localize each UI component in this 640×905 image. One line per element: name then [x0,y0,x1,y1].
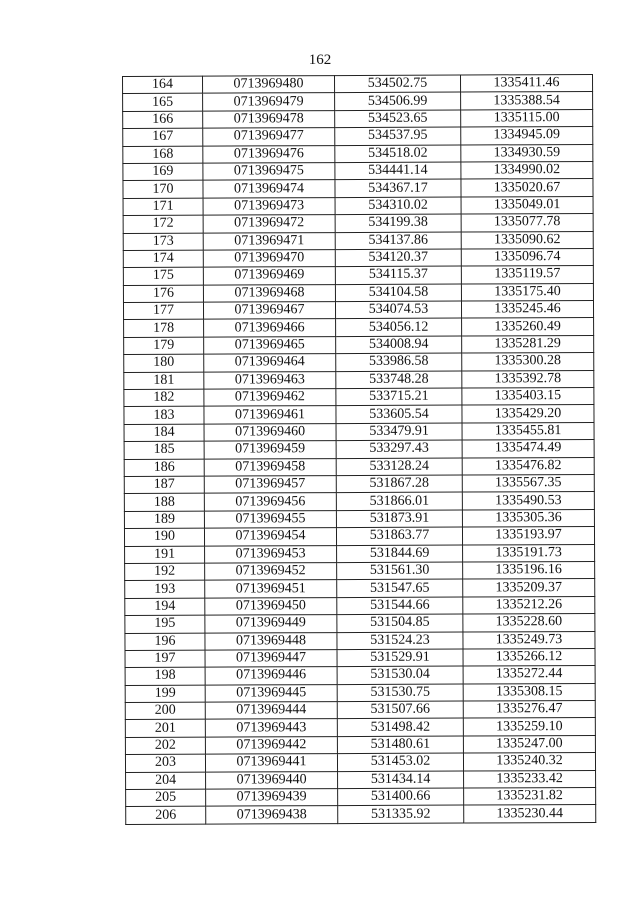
row-index-cell: 196 [125,633,205,651]
row-index-cell: 204 [126,772,206,790]
row-index-cell: 191 [125,546,205,564]
table-row [126,787,596,806]
point-code-cell: 0713969446 [205,667,337,685]
point-code-cell: 0713969452 [205,563,337,581]
y-coordinate-cell: 1334930.59 [461,144,593,162]
x-coordinate-cell: 533605.54 [336,405,462,423]
point-code-cell: 0713969456 [204,493,336,511]
x-coordinate-cell: 534518.02 [335,145,461,163]
row-index-cell: 194 [125,598,205,616]
x-coordinate-cell: 534056.12 [336,318,462,336]
x-coordinate-cell: 531867.28 [336,475,462,493]
point-code-cell: 0713969467 [203,302,335,320]
y-coordinate-cell: 1335233.42 [464,770,596,788]
y-coordinate-cell: 1335077.78 [461,214,593,232]
row-index-cell: 177 [123,302,203,320]
point-code-cell: 0713969440 [206,771,338,789]
point-code-cell: 0713969478 [203,110,335,128]
y-coordinate-cell: 1335260.49 [462,318,594,336]
point-code-cell: 0713969449 [205,615,337,633]
table-row [125,701,595,720]
table-row [123,179,593,198]
point-code-cell: 0713969470 [203,249,335,267]
table-row [125,614,595,633]
table-row [125,631,595,650]
row-index-cell: 181 [124,372,204,390]
table-row [123,301,593,320]
point-code-cell: 0713969459 [204,441,336,459]
table-row [124,527,594,546]
row-index-cell: 182 [124,389,204,407]
y-coordinate-cell: 1335403.15 [462,387,594,405]
row-index-cell: 200 [125,702,205,720]
x-coordinate-cell: 533715.21 [336,388,462,406]
x-coordinate-cell: 533297.43 [336,440,462,458]
point-code-cell: 0713969479 [203,93,335,111]
row-index-cell: 184 [124,424,204,442]
y-coordinate-cell: 1335272.44 [463,666,595,684]
point-code-cell: 0713969457 [204,476,336,494]
row-index-cell: 193 [125,580,205,598]
x-coordinate-cell: 531530.04 [337,666,463,684]
row-index-cell: 175 [123,267,203,285]
y-coordinate-cell: 1335266.12 [463,648,595,666]
row-index-cell: 174 [123,250,203,268]
x-coordinate-cell: 531507.66 [337,701,463,719]
y-coordinate-cell: 1335193.97 [462,527,594,545]
y-coordinate-cell: 1335230.44 [464,805,596,823]
row-index-cell: 190 [124,528,204,546]
y-coordinate-cell: 1335388.54 [461,92,593,110]
x-coordinate-cell: 531335.92 [338,805,464,823]
table-row [125,753,595,772]
table-row [123,231,593,250]
x-coordinate-cell: 531400.66 [338,788,464,806]
y-coordinate-cell: 1335020.67 [461,179,593,197]
row-index-cell: 199 [125,685,205,703]
table-row [123,248,593,267]
y-coordinate-cell: 1335476.82 [462,457,594,475]
table-row [125,544,595,563]
row-index-cell: 178 [124,320,204,338]
row-index-cell: 198 [125,667,205,685]
x-coordinate-cell: 531480.61 [337,736,463,754]
y-coordinate-cell: 1335245.46 [461,301,593,319]
x-coordinate-cell: 533128.24 [336,458,462,476]
row-index-cell: 168 [123,146,203,164]
y-coordinate-cell: 1335096.74 [461,248,593,266]
table-row [125,666,595,685]
row-index-cell: 183 [124,407,204,425]
table-row [125,648,595,667]
x-coordinate-cell: 534367.17 [335,179,461,197]
x-coordinate-cell: 531524.23 [337,632,463,650]
table-row [124,353,594,372]
point-code-cell: 0713969442 [205,736,337,754]
point-code-cell: 0713969441 [205,754,337,772]
point-code-cell: 0713969438 [206,806,338,824]
x-coordinate-cell: 531863.77 [336,527,462,545]
row-index-cell: 203 [125,754,205,772]
y-coordinate-cell: 1335281.29 [462,335,594,353]
y-coordinate-cell: 1335228.60 [463,614,595,632]
point-code-cell: 0713969472 [203,215,335,233]
x-coordinate-cell: 534104.58 [335,284,461,302]
row-index-cell: 185 [124,441,204,459]
y-coordinate-cell: 1335300.28 [462,353,594,371]
x-coordinate-cell: 534506.99 [335,92,461,110]
x-coordinate-cell: 531453.02 [337,753,463,771]
table-row [125,561,595,580]
y-coordinate-cell: 1335090.62 [461,231,593,249]
x-coordinate-cell: 533748.28 [336,371,462,389]
table-row [124,422,594,441]
table-row [125,683,595,702]
point-code-cell: 0713969450 [205,597,337,615]
row-index-cell: 170 [123,180,203,198]
y-coordinate-cell: 1335196.16 [463,561,595,579]
point-code-cell: 0713969455 [204,510,336,528]
y-coordinate-cell: 1335191.73 [463,544,595,562]
table-row [124,370,594,389]
point-code-cell: 0713969474 [203,180,335,198]
point-code-cell: 0713969451 [205,580,337,598]
x-coordinate-cell: 534523.65 [335,110,461,128]
table-row [123,144,593,163]
x-coordinate-cell: 534537.95 [335,127,461,145]
table-row [125,579,595,598]
point-code-cell: 0713969458 [204,458,336,476]
row-index-cell: 187 [124,476,204,494]
coordinates-table-body [123,74,596,824]
x-coordinate-cell: 533986.58 [336,353,462,371]
y-coordinate-cell: 1335392.78 [462,370,594,388]
table-row [125,596,595,615]
x-coordinate-cell: 534441.14 [335,162,461,180]
x-coordinate-cell: 531530.75 [337,684,463,702]
row-index-cell: 192 [125,563,205,581]
point-code-cell: 0713969448 [205,632,337,650]
y-coordinate-cell: 1335115.00 [461,109,593,127]
x-coordinate-cell: 531561.30 [337,562,463,580]
x-coordinate-cell: 534199.38 [335,214,461,232]
point-code-cell: 0713969477 [203,128,335,146]
point-code-cell: 0713969466 [204,319,336,337]
row-index-cell: 179 [124,337,204,355]
point-code-cell: 0713969443 [205,719,337,737]
row-index-cell: 189 [124,511,204,529]
table-row [123,161,593,180]
table-row [123,74,593,93]
table-row [126,770,596,789]
x-coordinate-cell: 534137.86 [335,232,461,250]
x-coordinate-cell: 531866.01 [336,492,462,510]
row-index-cell: 195 [125,615,205,633]
y-coordinate-cell: 1335455.81 [462,422,594,440]
point-code-cell: 0713969439 [206,789,338,807]
point-code-cell: 0713969469 [203,267,335,285]
table-row [124,474,594,493]
x-coordinate-cell: 531547.65 [337,579,463,597]
y-coordinate-cell: 1335308.15 [463,683,595,701]
row-index-cell: 202 [125,737,205,755]
table-row [123,196,593,215]
point-code-cell: 0713969465 [204,336,336,354]
table-row [123,214,593,233]
row-index-cell: 172 [123,215,203,233]
row-index-cell: 180 [124,354,204,372]
row-index-cell: 167 [123,128,203,146]
table-row [123,92,593,111]
y-coordinate-cell: 1335209.37 [463,579,595,597]
x-coordinate-cell: 534008.94 [336,336,462,354]
table-row [123,109,593,128]
x-coordinate-cell: 534120.37 [335,249,461,267]
y-coordinate-cell: 1335429.20 [462,405,594,423]
y-coordinate-cell: 1335212.26 [463,596,595,614]
y-coordinate-cell: 1335567.35 [462,474,594,492]
point-code-cell: 0713969480 [203,76,335,94]
table-row [124,405,594,424]
table-row [126,805,596,824]
x-coordinate-cell: 531504.85 [337,614,463,632]
table-row [123,266,593,285]
x-coordinate-cell: 531844.69 [337,545,463,563]
row-index-cell: 173 [123,233,203,251]
y-coordinate-cell: 1335247.00 [463,735,595,753]
row-index-cell: 166 [123,111,203,129]
y-coordinate-cell: 1335411.46 [460,74,592,92]
y-coordinate-cell: 1335259.10 [463,718,595,736]
x-coordinate-cell: 531498.42 [337,718,463,736]
coordinates-table [122,74,596,825]
y-coordinate-cell: 1335049.01 [461,196,593,214]
point-code-cell: 0713969461 [204,406,336,424]
row-index-cell: 205 [126,789,206,807]
table-row [124,492,594,511]
x-coordinate-cell: 534502.75 [335,75,461,93]
x-coordinate-cell: 531873.91 [336,510,462,528]
y-coordinate-cell: 1335119.57 [461,266,593,284]
row-index-cell: 176 [123,285,203,303]
x-coordinate-cell: 534115.37 [335,266,461,284]
row-index-cell: 201 [125,720,205,738]
x-coordinate-cell: 533479.91 [336,423,462,441]
y-coordinate-cell: 1335231.82 [464,787,596,805]
point-code-cell: 0713969476 [203,145,335,163]
y-coordinate-cell: 1335249.73 [463,631,595,649]
table-row [124,318,594,337]
row-index-cell: 165 [123,94,203,112]
table-row [123,127,593,146]
row-index-cell: 206 [126,807,206,825]
page-number: 162 [308,52,332,68]
y-coordinate-cell: 1335276.47 [463,701,595,719]
y-coordinate-cell: 1335305.36 [462,509,594,527]
x-coordinate-cell: 531529.91 [337,649,463,667]
point-code-cell: 0713969464 [204,354,336,372]
point-code-cell: 0713969468 [203,284,335,302]
row-index-cell: 197 [125,650,205,668]
point-code-cell: 0713969475 [203,163,335,181]
y-coordinate-cell: 1335474.49 [462,440,594,458]
point-code-cell: 0713969471 [203,232,335,250]
point-code-cell: 0713969454 [204,528,336,546]
y-coordinate-cell: 1334945.09 [461,127,593,145]
point-code-cell: 0713969453 [205,545,337,563]
y-coordinate-cell: 1335240.32 [463,753,595,771]
y-coordinate-cell: 1335175.40 [461,283,593,301]
x-coordinate-cell: 531544.66 [337,597,463,615]
row-index-cell: 169 [123,163,203,181]
table-row [124,440,594,459]
point-code-cell: 0713969473 [203,197,335,215]
table-row [124,509,594,528]
point-code-cell: 0713969463 [204,371,336,389]
table-row [123,283,593,302]
point-code-cell: 0713969445 [205,684,337,702]
row-index-cell: 188 [124,494,204,512]
row-index-cell: 171 [123,198,203,216]
table-row [124,387,594,406]
point-code-cell: 0713969447 [205,649,337,667]
table-row [125,718,595,737]
table-row [125,735,595,754]
table-row [124,335,594,354]
point-code-cell: 0713969460 [204,423,336,441]
x-coordinate-cell: 531434.14 [338,771,464,789]
table-row [124,457,594,476]
row-index-cell: 164 [123,76,203,94]
y-coordinate-cell: 1334990.02 [461,161,593,179]
y-coordinate-cell: 1335490.53 [462,492,594,510]
point-code-cell: 0713969444 [205,702,337,720]
point-code-cell: 0713969462 [204,389,336,407]
x-coordinate-cell: 534310.02 [335,197,461,215]
row-index-cell: 186 [124,459,204,477]
x-coordinate-cell: 534074.53 [335,301,461,319]
